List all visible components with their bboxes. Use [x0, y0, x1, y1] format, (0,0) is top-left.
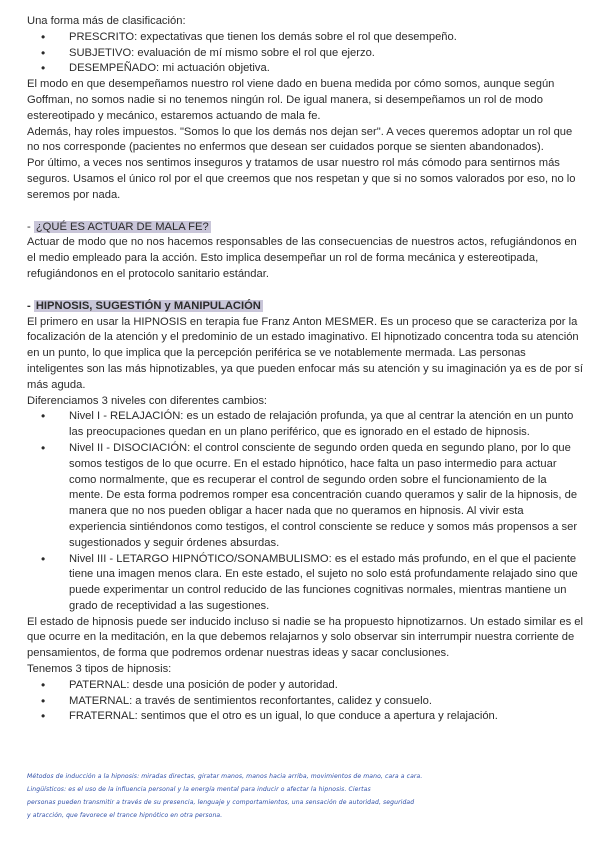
- document-page: [27, 14, 583, 725]
- list-item: • DESEMPEÑADO: mi actuación objetiva.: [27, 61, 583, 77]
- heading-title: ¿QUÉ ES ACTUAR DE MALA FE?: [35, 220, 209, 233]
- section-heading-hipnosis: [27, 299, 583, 315]
- paragraph: Diferenciamos 3 niveles con diferentes cambios:: [27, 394, 268, 407]
- types-list: [27, 678, 583, 725]
- list-item: • PRESCRITO: expectativas que tienen los demás sobre el rol que desempeño.: [27, 30, 583, 46]
- paragraph: Actuar de modo que no nos hacemos responsables de las consecuencias de nuestros actos, refugiándonos en el medio empleado para la acción. Esto implica desempeñar un rol de forma mecánica y estereotipada, refugiándonos en el protocolo sanitario estándar.: [27, 236, 577, 280]
- list-item: • Nivel III - LETARGO HIPNÓTICO/SONAMBULISMO: es el estado más profundo, en el que el paciente tiene una imagen menos clara. En este estado, el sujeto no solo está profundamente relajado sino que puede experimentar un control reducido de las funciones cognitivas normales, mientras mantiene un grado de receptividad a las sugestiones.: [27, 552, 583, 615]
- handwritten-notes: [27, 770, 599, 822]
- paragraph: Además, hay roles impuestos. "Somos lo que los demás nos dejan ser". A veces queremos adoptar un rol que no nos corresponde (pacientes no enfermos que desean ser cuidados porque se sienten abandonados).: [27, 125, 573, 154]
- list-item: • FRATERNAL: sentimos que el otro es un igual, lo que conduce a apertura y relajación.: [27, 709, 583, 725]
- handwritten-line: y atracción, que favorece el trance hipnótico en otra persona.: [27, 812, 223, 819]
- paragraph: Por último, a veces nos sentimos inseguros y tratamos de usar nuestro rol más cómodo para sentirnos más seguros. Usamos el único rol por el que creemos que nos respetan y que si no somos valorados por eso, no lo seremos por nada.: [27, 157, 576, 201]
- list-item: • Nivel II - DISOCIACIÓN: el control consciente de segundo orden queda en segundo plano, por lo que somos testigos de lo que ocurre. En el estado hipnótico, hace falta un paso intermedio para actuar como normalmente, que es recuperar el control de segundo orden sobre el funcionamiento de la mente. De esta forma podremos romper esa concentración cuando queramos y salir de la hipnosis, de manera que no nos pueden obligar a hacer nada que no queramos en hipnosis. Al vivir esta experiencia sintiéndonos como testigos, el control consciente se reduce y somos más propensos a ser sugestionados y seguir órdenes absurdas.: [27, 441, 583, 552]
- section-heading-mala-fe: [27, 220, 583, 236]
- list-item: • Nivel I - RELAJACIÓN: es un estado de relajación profunda, ya que al centrar la atención en un punto las preocupaciones quedan en un plano periférico, que es ignorado en el estado de hipnosis.: [27, 409, 583, 441]
- intro-text: Una forma más de clasificación:: [27, 15, 186, 27]
- levels-list: [27, 409, 583, 614]
- heading-title: HIPNOSIS, SUGESTIÓN y MANIPULACIÓN: [35, 299, 261, 312]
- handwritten-line: Lingüísticos: es el uso de la influencia personal y la energía mental para inducir o afectar la hipnosis. Ciertas: [27, 786, 371, 793]
- paragraph: El modo en que desempeñamos nuestro rol viene dado en buena medida por cómo somos, aunque según Goffman, no somos nadie si no tenemos ningún rol. De igual manera, si desempeñamos un rol de modo estereotipado y mecánico, estaremos actuando de mala fe.: [27, 78, 555, 122]
- handwritten-line: personas pueden transmitir a través de su presencia, lenguaje y comportamientos, una sensación de autoridad, seguridad: [27, 799, 415, 806]
- paragraph: Tenemos 3 tipos de hipnosis:: [27, 663, 172, 676]
- list-item: • MATERNAL: a través de sentimientos reconfortantes, calidez y consuelo.: [27, 694, 583, 710]
- list-item: • SUBJETIVO: evaluación de mí mismo sobre el rol que ejerzo.: [27, 46, 583, 62]
- classification-list: [27, 30, 583, 77]
- paragraph: El estado de hipnosis puede ser inducido incluso si nadie se ha propuesto hipnotizarnos. Un estado similar es el que ocurre en la meditación, en la que debemos relajarnos y solo observar sin interrumpir nuestra corriente de pensamientos, de forma que podremos ordenar nuestras ideas y sacar conclusiones.: [27, 615, 583, 660]
- handwritten-line: Métodos de inducción a la hipnosis: miradas directas, giratar manos, manos hacia arriba, movimientos de mano, cara a cara.: [27, 773, 423, 780]
- list-item: • PATERNAL: desde una posición de poder y autoridad.: [27, 678, 583, 694]
- paragraph: El primero en usar la HIPNOSIS en terapia fue Franz Anton MESMER. Es un proceso que se caracteriza por la focalización de la atención y el predominio de un estado imaginativo. El hipnotizado concentra toda su atención en un punto, lo que implica que la percepción periférica se ve notablemente mermada. Las personas inteligentes son las más hipnotizables, ya que pueden enfocar más su atención y su imaginación ya es de por sí más aguda.: [27, 315, 583, 391]
- heading-prefix: -: [27, 299, 34, 312]
- heading-prefix: -: [27, 220, 34, 233]
